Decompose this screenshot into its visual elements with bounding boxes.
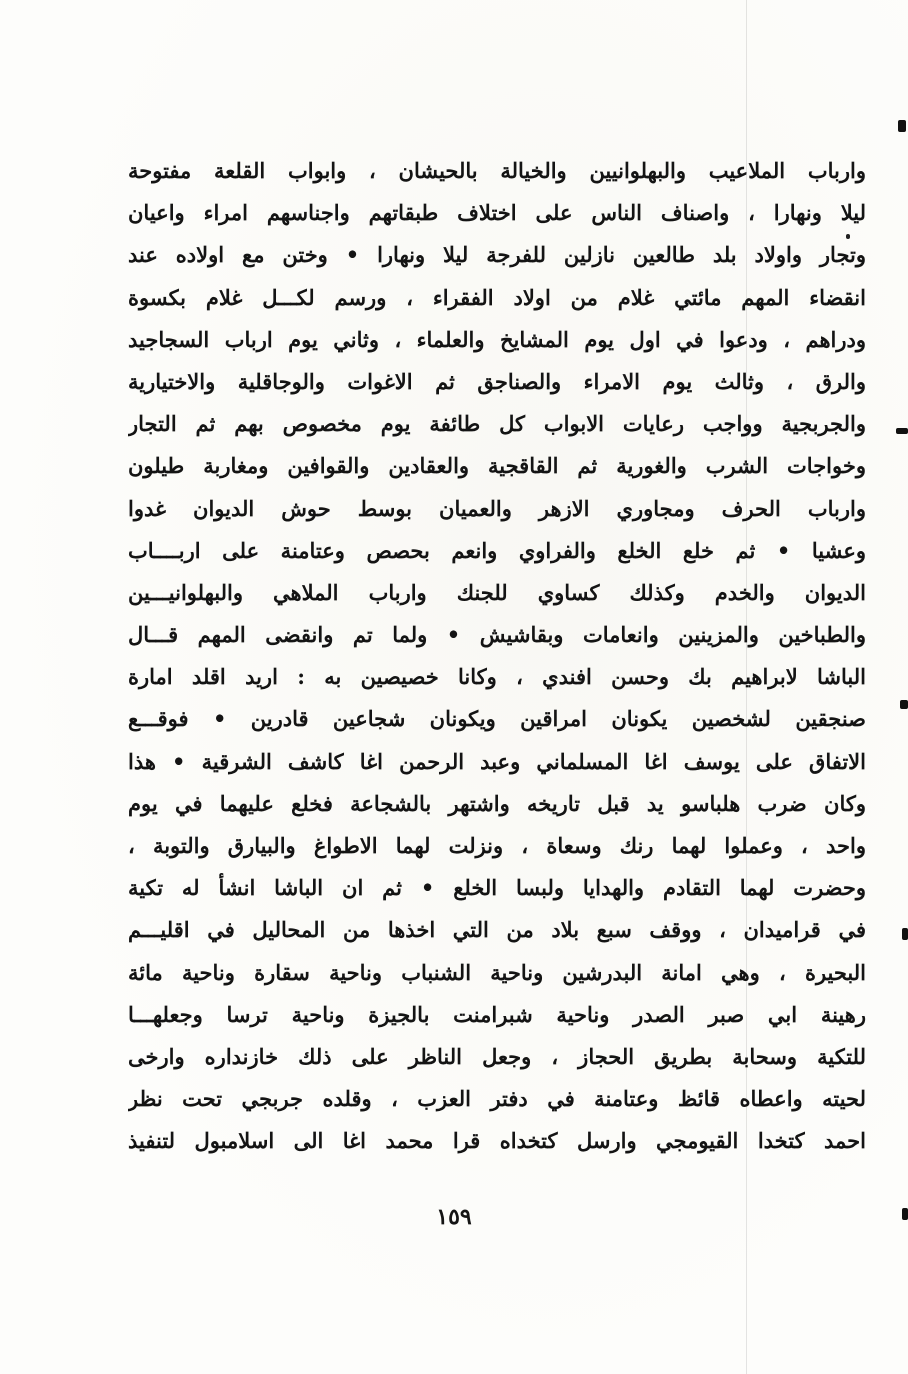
text-line: الديوان والخدم وكذلك كساوي للجنك وارباب الملاهي والبهلوانيـــين [128,579,866,605]
text-line: البحيرة ، وهي امانة البدرشين وناحية الشنباب وناحية سقارة وناحية مائة [128,959,866,985]
text-line: للتكية وسحابة بطريق الحجاز ، وجعل الناظر على ذلك خازنداره وارخى [128,1043,866,1069]
text-line: وحضرت لهما التقادم والهدايا ولبسا الخلع • ثم ان الباشا انشأ له تكية [128,875,866,901]
text-line: الاتفاق على يوسف اغا المسلماني وعبد الرحمن اغا كاشف الشرقية • هذا [128,748,866,774]
text-line: انقضاء المهم مائتي غلام من اولاد الفقراء ، ورسم لكـــل غلام بكسوة [128,284,866,310]
text-line: ودراهم ، ودعوا في اول يوم المشايخ والعلماء ، وثاني يوم ارباب السجاجيد [128,326,866,352]
text-line: وارباب الملاعيب والبهلوانيين والخيالة بالحيشان ، وابواب القلعة مفتوحة [128,158,866,183]
text-line: رهينة ابي صبر الصدر وناحية شبرامنت بالجيزة وناحية ترسا وجعلهـــا [128,1001,866,1027]
text-line: ليلا ونهارا ، واصناف الناس على اختلاف طبقاتهم واجناسهم امراء واعيان [128,200,866,226]
text-line: صنجقين لشخصين يكونان امراقين ويكونان شجاعين قادرين • فوقـــع [128,706,866,732]
page-number: ١٥٩ [436,1204,472,1230]
scan-edge-mark [902,928,908,940]
text-line: لحيته واعطاه قائظ وعتامنة في دفتر العزب ، وقلده جربجي تحت نظر [128,1086,866,1112]
text-line: وعشيا • ثم خلع الخلع والفراوي وانعم بحصص وعتامنة على اربــــاب [128,537,866,563]
text-line: والجربجية وواجب رعايات الابواب كل طائفة يوم مخصوص بهم ثم التجار [128,411,866,437]
ink-speck [846,234,850,239]
text-line: والرق ، وثالث يوم الامراء والصناجق ثم الاغوات والوجاقلية والاختيارية [128,368,866,394]
text-line: وتجار واولاد بلد طالعين نازلين للفرجة ليلا ونهارا • وختن مع اولاده عند [128,242,866,268]
text-line: الباشا لابراهيم بك وحسن افندي ، وكانا خصيصين به : اريد اقلد امارة [128,664,866,690]
body-text [128,150,866,1163]
scan-edge-mark [896,428,908,434]
text-line: والطباخين والمزينين وانعامات وبقاشيش • ولما تم وانقضى المهم قـــال [128,622,866,648]
text-line: احمد كتخدا القيومجي وارسل كتخداه قرا محمد اغا الى اسلامبول لتنفيذ [128,1128,866,1154]
text-line: وارباب الحرف ومجاوري الازهر والعميان بوسط حوش الديوان غدوا [128,495,866,521]
text-line: في قراميدان ، ووقف سبع بلاد من التي اخذها من المحاليل في اقليـــم [128,917,866,943]
text-line: وخواجات الشرب والغورية ثم القاقجية والعقادين والقوافين ومغاربة طيلون [128,453,866,479]
scan-edge-mark [902,1208,908,1220]
text-line: واحد ، وعملوا لهما رنك وسعاة ، ونزلت لهما الاطواغ والبيارق والتوبة ، [128,833,866,858]
scan-edge-mark [900,700,908,709]
text-line: وكان ضرب هلباسو يد قبل تاريخه واشتهر بالشجاعة فخلع عليهما في يوم [128,790,866,816]
scan-edge-mark [898,120,906,132]
